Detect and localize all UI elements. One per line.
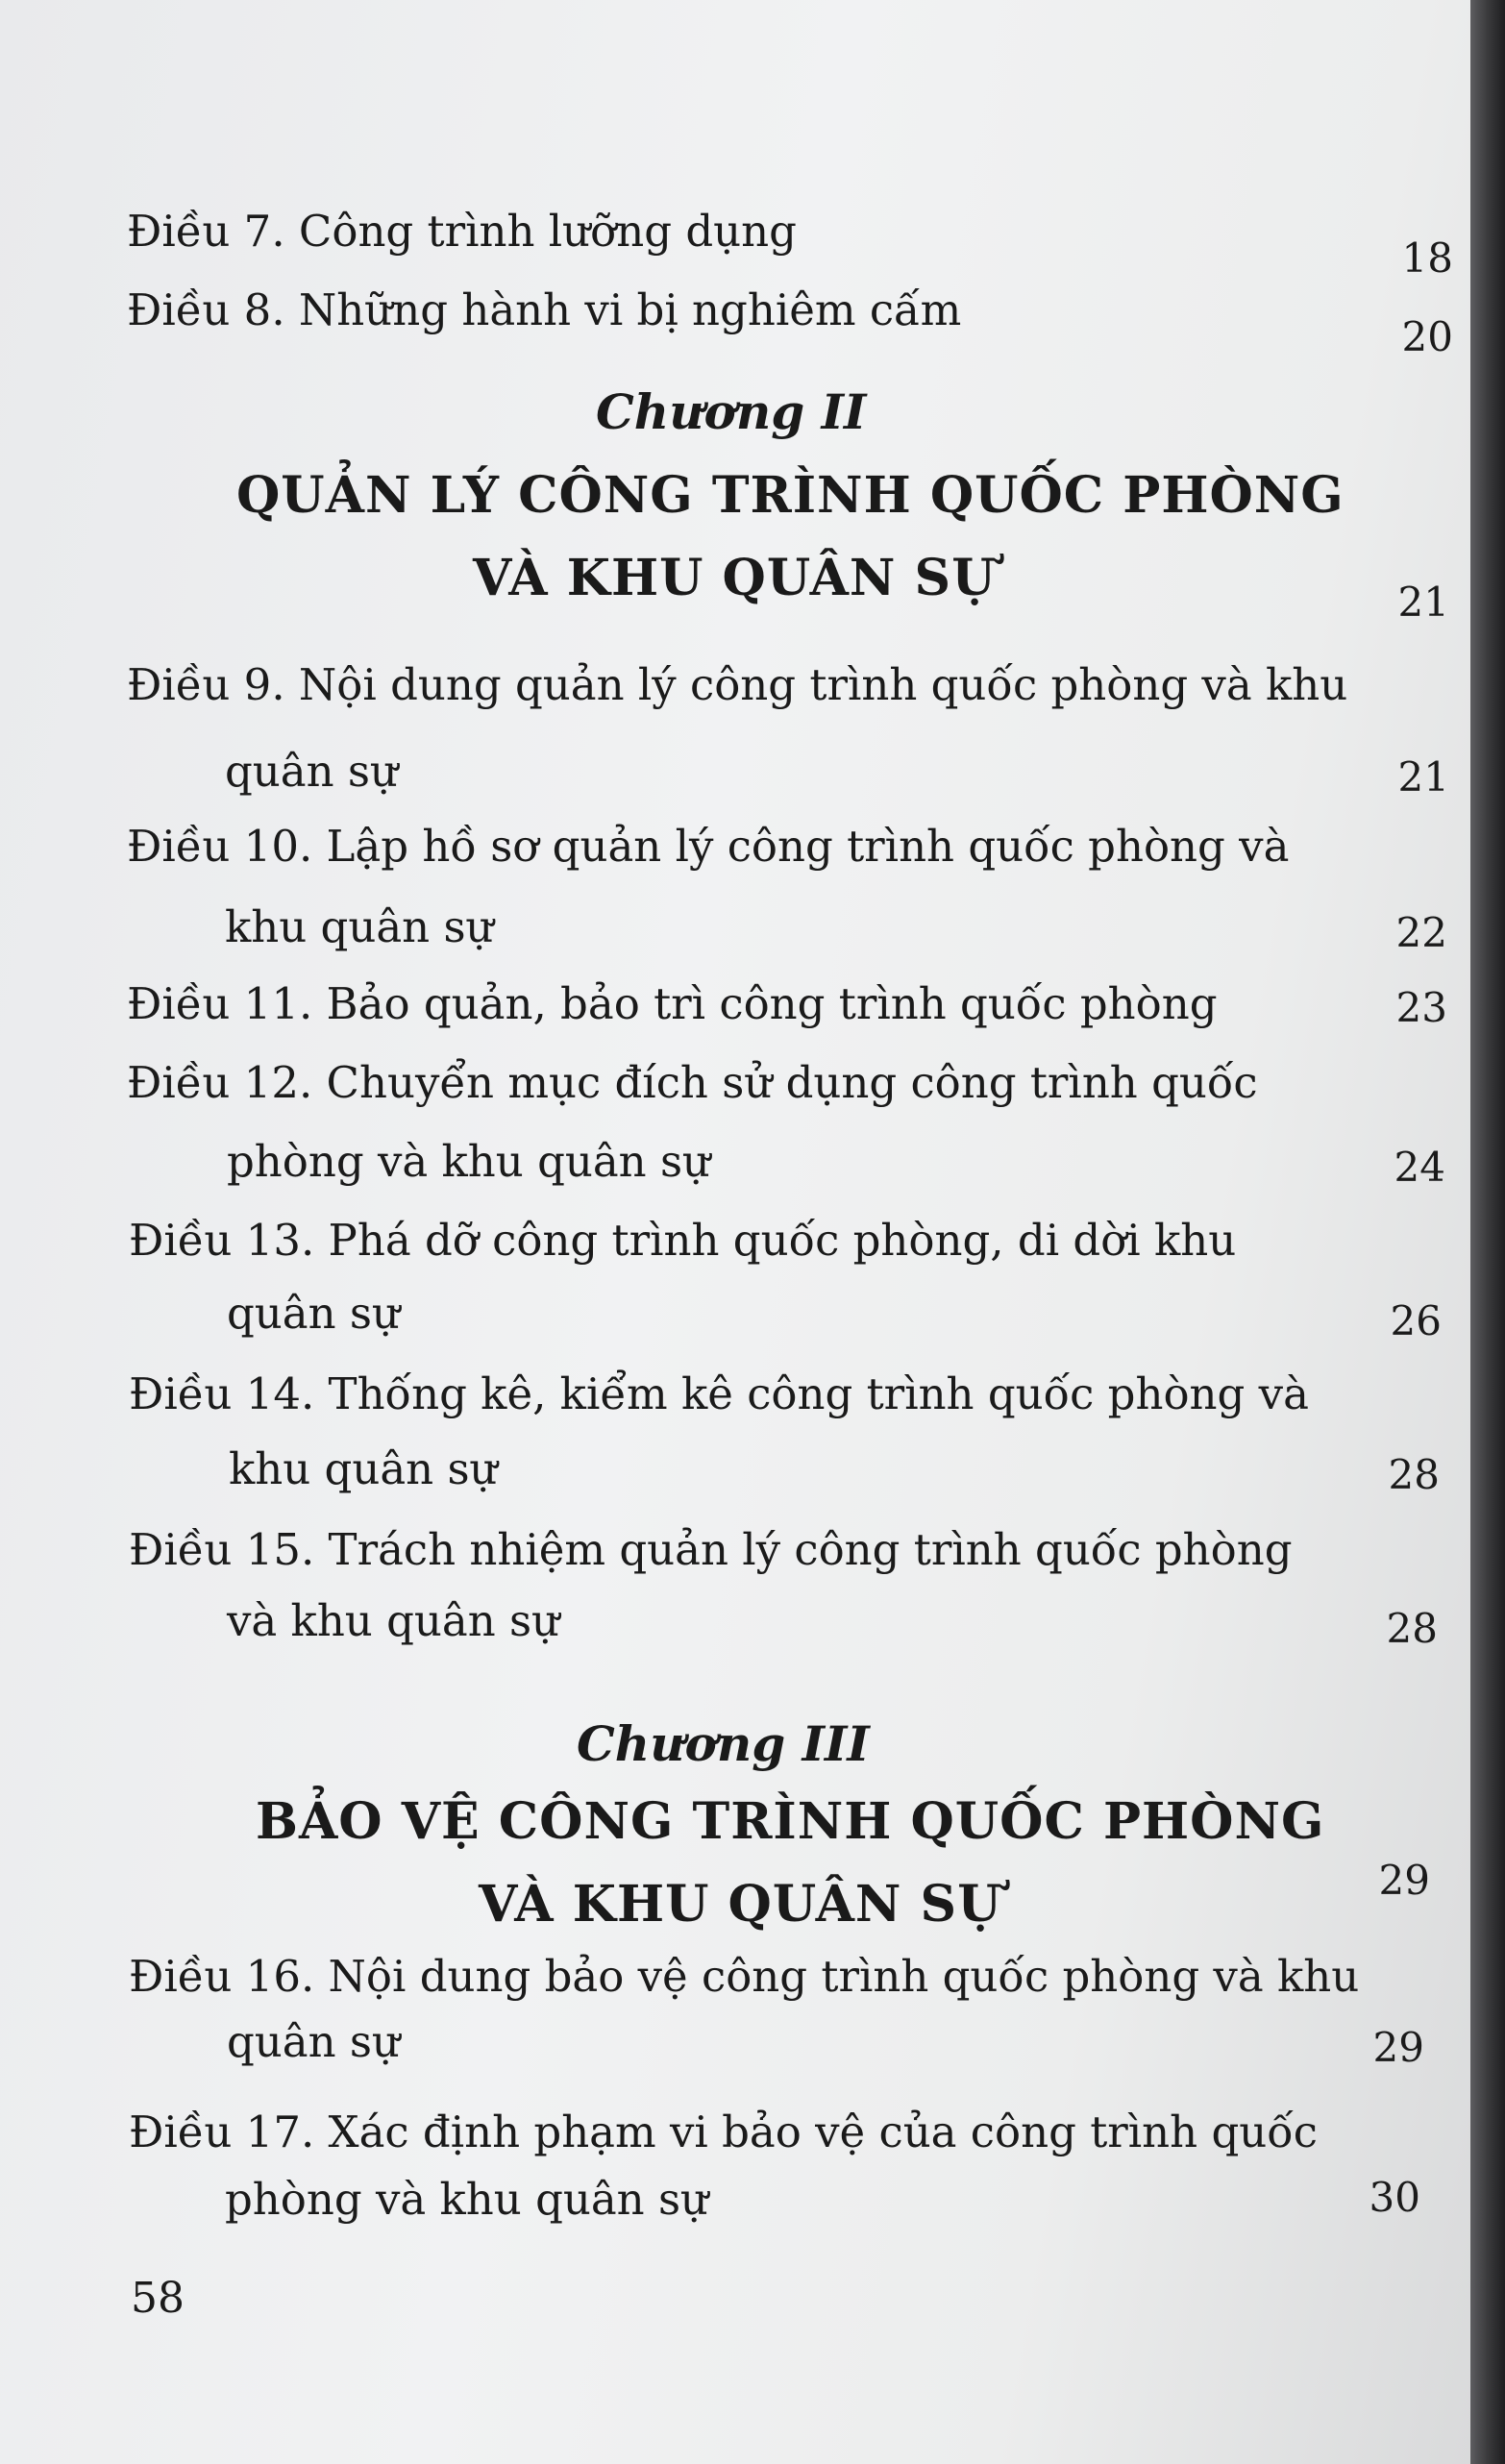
chapter-2-title-line1: QUẢN LÝ CÔNG TRÌNH QUỐC PHÒNG	[236, 466, 1345, 525]
toc-entry-14-cont: khu quân sự	[229, 1443, 498, 1494]
toc-page-7: 18	[1401, 234, 1453, 282]
toc-page-17: 30	[1369, 2174, 1420, 2221]
toc-page-11: 23	[1395, 984, 1447, 1031]
toc-entry-10-cont: khu quân sự	[225, 901, 494, 952]
toc-page-15: 28	[1386, 1605, 1438, 1652]
toc-entry-10: Điều 10. Lập hồ sơ quản lý công trình quốc phòng và	[127, 821, 1290, 872]
toc-entry-12-cont: phòng và khu quân sự	[227, 1136, 711, 1187]
book-spine-shadow	[1470, 0, 1505, 2464]
toc-entry-12: Điều 12. Chuyển mục đích sử dụng công trình quốc	[127, 1057, 1258, 1108]
chapter-3-title-line2: VÀ KHU QUÂN SỰ	[479, 1875, 1002, 1934]
chapter-2-title-line2: VÀ KHU QUÂN SỰ	[473, 549, 997, 607]
toc-entry-16-cont: quân sự	[227, 2016, 400, 2067]
toc-entry-9: Điều 9. Nội dung quản lý công trình quốc phòng và khu	[127, 659, 1348, 710]
chapter-2-heading: Chương II	[596, 383, 867, 440]
toc-page-10: 22	[1395, 909, 1447, 956]
chapter-2-page: 21	[1397, 579, 1449, 626]
toc-page-14: 28	[1388, 1451, 1440, 1498]
toc-entry-9-cont: quân sự	[225, 746, 398, 797]
toc-entry-17-cont: phòng và khu quân sự	[225, 2174, 709, 2225]
toc-entry-16: Điều 16. Nội dung bảo vệ công trình quốc phòng và khu	[129, 1951, 1360, 2002]
chapter-3-heading: Chương III	[577, 1715, 870, 1772]
toc-page-9: 21	[1397, 753, 1449, 801]
chapter-3-page: 29	[1378, 1857, 1430, 1904]
toc-entry-14: Điều 14. Thống kê, kiểm kê công trình quốc phòng và	[129, 1368, 1309, 1419]
toc-page-16: 29	[1372, 2024, 1424, 2071]
toc-entry-15: Điều 15. Trách nhiệm quản lý công trình quốc phòng	[129, 1524, 1293, 1575]
toc-entry-11: Điều 11. Bảo quản, bảo trì công trình quốc phòng	[127, 978, 1218, 1029]
toc-page-8: 20	[1401, 313, 1453, 360]
toc-entry-8: Điều 8. Những hành vi bị nghiêm cấm	[127, 284, 962, 335]
toc-entry-15-cont: và khu quân sự	[227, 1595, 560, 1646]
page-number: 58	[131, 2274, 185, 2323]
toc-entry-13-cont: quân sự	[227, 1288, 400, 1339]
chapter-3-title-line1: BẢO VỆ CÔNG TRÌNH QUỐC PHÒNG	[256, 1792, 1325, 1851]
toc-entry-13: Điều 13. Phá dỡ công trình quốc phòng, di dời khu	[129, 1215, 1237, 1266]
toc-entry-7: Điều 7. Công trình lưỡng dụng	[127, 206, 797, 257]
toc-page-12: 24	[1394, 1144, 1445, 1191]
toc-page-13: 26	[1390, 1297, 1442, 1344]
toc-entry-17: Điều 17. Xác định phạm vi bảo vệ của công trình quốc	[129, 2107, 1318, 2157]
